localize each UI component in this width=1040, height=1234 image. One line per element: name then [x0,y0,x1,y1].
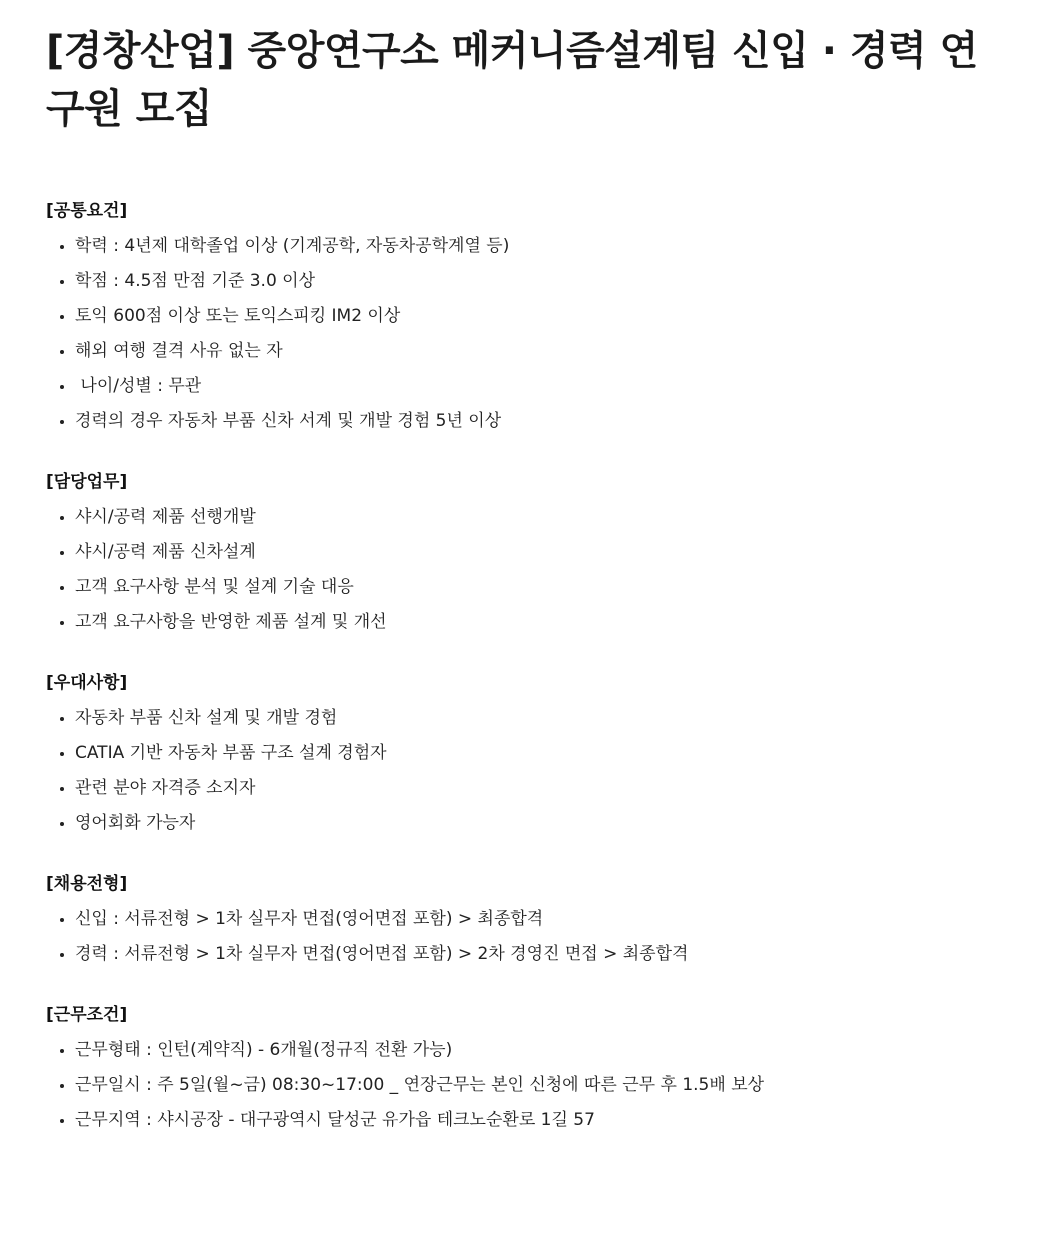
list-item-text: 자동차 부품 신차 설계 및 개발 경험 [75,708,338,728]
list-item-text: 고객 요구사항 분석 및 설계 기술 대응 [75,577,354,597]
list-item-text: 샤시/공력 제품 선행개발 [75,507,256,527]
page-title: [경창산업] 중앙연구소 메커니즘설계팀 신입 · 경력 연구원 모집 [46,28,978,132]
list-item [58,1037,1010,1063]
list-item [58,609,1010,635]
bullet-icon [60,752,64,756]
bullet-icon [60,245,64,249]
list-item [58,268,1010,294]
list-item-text: 학력 : 4년제 대학졸업 이상 (기계공학, 자동차공학계열 등) [75,236,510,256]
list-item-text: 관련 분야 자격증 소지자 [75,778,256,798]
posting-sections [46,198,1010,1133]
bullet-list [46,504,1010,635]
bullet-icon [60,420,64,424]
bullet-icon [60,787,64,791]
bullet-icon [60,280,64,284]
bullet-icon [60,586,64,590]
section-preferred-qualifications [46,670,1010,836]
bullet-icon [60,551,64,555]
section-hiring-process [46,871,1010,967]
list-item-text: 경력 : 서류전형 > 1차 실무자 면접(영어면접 포함) > 2차 경영진 면접 > 최종합격 [75,944,689,964]
list-item [58,810,1010,836]
list-item [58,338,1010,364]
list-item-text: 고객 요구사항을 반영한 제품 설계 및 개선 [75,612,387,632]
bullet-icon [60,1119,64,1123]
bullet-list [46,705,1010,836]
section-heading: [공통요건] [46,201,128,221]
section-heading: [담당업무] [46,472,128,492]
section-heading: [우대사항] [46,673,128,693]
bullet-icon [60,1049,64,1053]
list-item [58,373,1010,399]
bullet-list [46,1037,1010,1133]
bullet-list [46,233,1010,434]
section-heading: [채용전형] [46,874,128,894]
list-item [58,941,1010,967]
list-item-text: 나이/성별 : 무관 [75,376,202,396]
list-item [58,906,1010,932]
bullet-icon [60,315,64,319]
list-item [58,740,1010,766]
bullet-list [46,906,1010,967]
list-item-text: 근무형태 : 인턴(계약직) - 6개월(정규직 전환 가능) [75,1040,453,1060]
bullet-icon [60,918,64,922]
bullet-icon [60,822,64,826]
list-item [58,1107,1010,1133]
section-working-conditions [46,1002,1010,1133]
list-item-text: 해외 여행 결격 사유 없는 자 [75,341,283,361]
list-item [58,574,1010,600]
list-item-text: 경력의 경우 자동차 부품 신차 서계 및 개발 경험 5년 이상 [75,411,502,431]
list-item-text: 근무일시 : 주 5일(월~금) 08:30~17:00 _ 연장근무는 본인 신청에 따른 근무 후 1.5배 보상 [75,1075,765,1095]
section-heading: [근무조건] [46,1005,128,1025]
list-item [58,1072,1010,1098]
bullet-icon [60,953,64,957]
list-item [58,775,1010,801]
list-item [58,705,1010,731]
bullet-icon [60,385,64,389]
list-item [58,539,1010,565]
bullet-icon [60,516,64,520]
list-item-text: CATIA 기반 자동차 부품 구조 설계 경험자 [75,743,387,763]
list-item-text: 신입 : 서류전형 > 1차 실무자 면접(영어면접 포함) > 최종합격 [75,909,544,929]
list-item-text: 토익 600점 이상 또는 토익스피킹 IM2 이상 [75,306,401,326]
list-item [58,303,1010,329]
list-item-text: 영어회화 가능자 [75,813,196,833]
bullet-icon [60,717,64,721]
list-item-text: 샤시/공력 제품 신차설계 [75,542,256,562]
list-item-text: 학점 : 4.5점 만점 기준 3.0 이상 [75,271,316,291]
list-item [58,233,1010,259]
section-responsibilities [46,469,1010,635]
section-common-requirements [46,198,1010,434]
list-item [58,408,1010,434]
list-item-text: 근무지역 : 샤시공장 - 대구광역시 달성군 유가읍 테크노순환로 1길 57 [75,1110,595,1130]
bullet-icon [60,350,64,354]
bullet-icon [60,621,64,625]
bullet-icon [60,1084,64,1088]
list-item [58,504,1010,530]
